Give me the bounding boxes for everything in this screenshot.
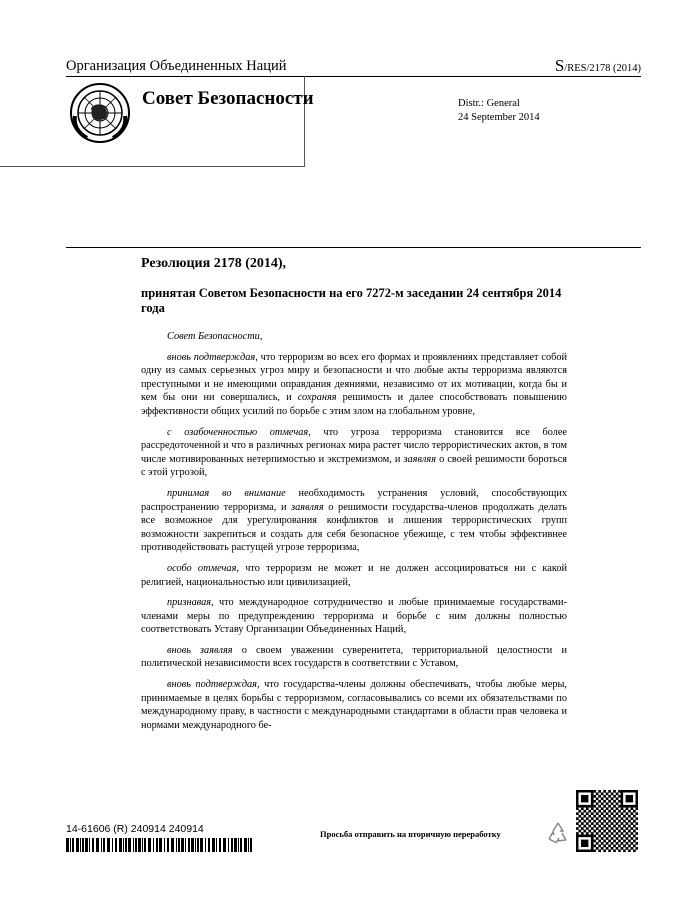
qr-code-icon: [576, 790, 638, 852]
recycle-icon: [545, 820, 571, 846]
symbol-prefix: S: [554, 56, 565, 75]
resolution-subtitle: принятая Советом Безопасности на его 7272-м заседании 24 сентября 2014 года: [141, 286, 562, 315]
preamble-paragraph: вновь подтверждая, что государства-члены должны обеспечивать, чтобы любые меры, принимаемые в целях борьбы с терроризмом, согласовывались со всеми их обязательствами по международному праву, в частности с международными стандартами в области прав человека и нормами международного бе-: [141, 679, 567, 731]
council-name: Совет Безопасности: [142, 88, 314, 109]
header-rule: [66, 76, 641, 77]
un-emblem-icon: [69, 82, 131, 144]
distribution-block: [458, 97, 540, 125]
header-frame-horizontal: [0, 166, 305, 167]
preamble-paragraph: с озабоченностью отмечая, что угроза терроризма становится все более рассредоточенной и что в различных регионах мира растет число террористических актов, в том числе мотивированных нетерпимостью и экстремизмом, и заявляя о своей решимости бороться с этой угрозой,: [141, 426, 567, 479]
preamble-paragraph: признавая, что международное сотрудничество и любые принимаемые государствами-членами меры по предупреждению терроризма и борьбе с ним должны полностью соответствовать Уставу Организации Объединенных Наций,: [141, 597, 567, 636]
document-code: 14-61606 (R) 240914 240914: [66, 823, 204, 835]
preamble-paragraph: вновь подтверждая, что терроризм во всех его формах и проявлениях представляет собой одну из самых серьезных угроз миру и безопасности и что любые акты терроризма являются преступными и не имеющими оправдания деяниями, независимо от их мотивации, когда бы и кем бы они ни совершались, и сохраняя решимость и далее способствовать повышению эффективности общих усилий по борьбе с этим злом на глобальном уровне,: [141, 351, 568, 417]
symbol-rest: /RES/2178 (2014): [564, 63, 641, 74]
recycle-note: Просьба отправить на вторичную переработку: [320, 829, 501, 839]
salutation: Совет Безопасности,: [167, 331, 263, 342]
preamble-paragraph: особо отмечая, что терроризм не может и не должен ассоциироваться ни с какой религией, национальностью или цивилизацией,: [141, 562, 567, 588]
org-name: Организация Объединенных Наций: [66, 58, 287, 74]
title-rule: [66, 247, 641, 248]
document-symbol: [555, 56, 641, 76]
resolution-body: [141, 330, 567, 739]
barcode-icon: [66, 838, 254, 852]
resolution-title: Резолюция 2178 (2014),: [141, 256, 287, 271]
preamble-paragraph: принимая во внимание необходимость устранения условий, способствующих распространению терроризма, и заявляя о решимости государства-членов продолжать делать все возможное для урегулирования конфликтов и лишения террористических групп возможности закрепиться и создать для себя безопасное убежище, с тем чтобы эффективнее противодействовать растущей угрозе терроризма,: [141, 487, 568, 554]
preamble-paragraph: вновь заявляя о своем уважении суверенитета, территориальной целостности и политической независимости всех государств в соответствии с Уставом,: [141, 644, 567, 670]
distribution: Distr.: General: [458, 98, 520, 109]
issue-date: 24 September 2014: [458, 112, 540, 123]
